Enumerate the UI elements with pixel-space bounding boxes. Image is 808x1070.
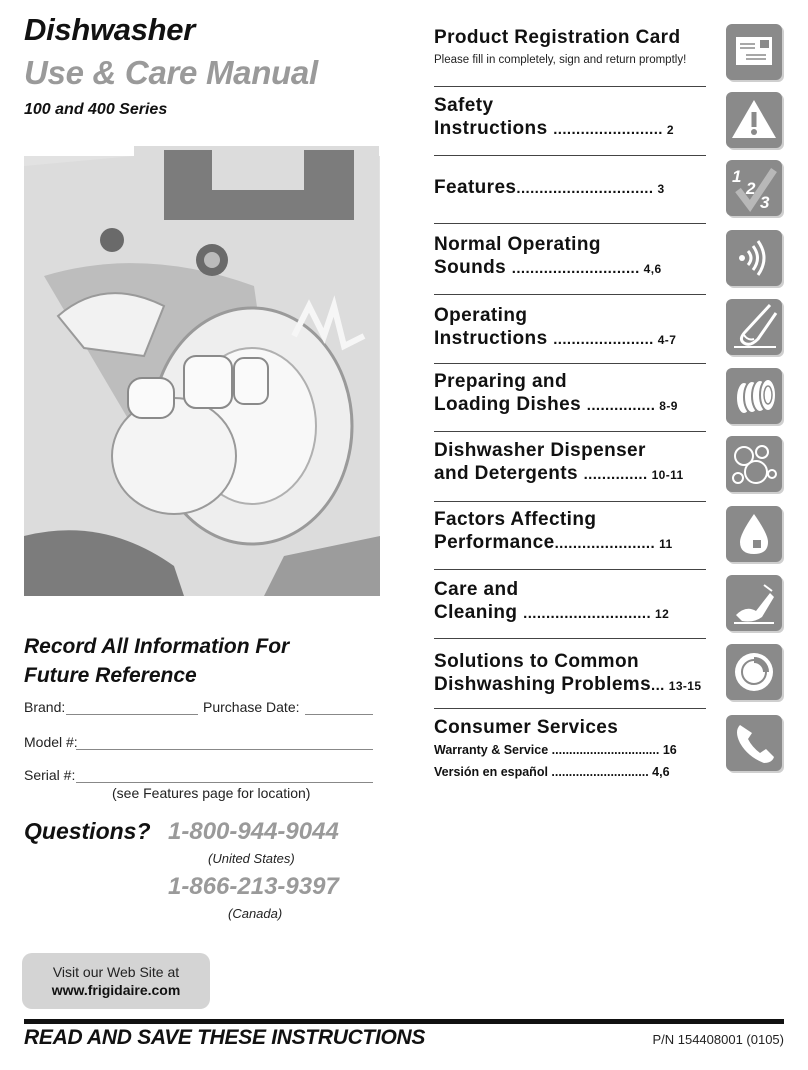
numbers-123-icon xyxy=(726,160,782,216)
toc-divider xyxy=(434,294,706,295)
registration-note: Please fill in completely, sign and return promptly! xyxy=(434,54,687,66)
bubbles-icon xyxy=(726,436,782,492)
toc-dots: ... xyxy=(651,677,665,694)
telephone-icon xyxy=(726,715,782,771)
toc-line2: Instructions xyxy=(434,328,548,349)
toc-divider xyxy=(434,431,706,432)
toc-page: 8-9 xyxy=(659,399,678,413)
water-drop-icon xyxy=(726,506,782,562)
website-box xyxy=(22,953,210,1009)
toc-line1: Factors Affecting xyxy=(434,509,597,530)
toc-line1: Solutions to Common xyxy=(434,651,639,672)
serial-field[interactable] xyxy=(76,782,373,783)
toc-line1: Safety xyxy=(434,95,494,116)
brand-label: Brand: xyxy=(24,699,66,715)
toc-line1: Operating xyxy=(434,305,528,326)
toc-line1: Normal Operating xyxy=(434,234,601,255)
stacked-plates-icon xyxy=(726,368,782,424)
purchase-date-label: Purchase Date: xyxy=(203,699,300,715)
phone-canada[interactable]: 1-866-213-9397 xyxy=(168,873,339,900)
toc-line2: Features xyxy=(434,177,517,198)
plate-icon xyxy=(726,644,782,700)
questions-label: Questions? xyxy=(24,818,151,844)
toc-dots: ........................ xyxy=(553,121,663,138)
toc-page: 4,6 xyxy=(643,262,662,276)
toc-line1: Preparing and xyxy=(434,371,567,392)
consumer-services-title: Consumer Services xyxy=(434,717,619,738)
warning-icon xyxy=(726,92,782,148)
toc-line2: Instructions xyxy=(434,118,548,139)
toc-dots: ............................ xyxy=(523,605,652,622)
toc-page: 10-11 xyxy=(651,468,684,482)
serial-label: Serial #: xyxy=(24,767,76,783)
toc-dots: ...................... xyxy=(554,535,656,552)
svg-text:1: 1 xyxy=(732,167,742,186)
model-label: Model #: xyxy=(24,734,78,750)
registration-title: Product Registration Card xyxy=(434,27,681,48)
sound-waves-icon xyxy=(726,230,782,286)
toc-line2: and Detergents xyxy=(434,463,578,484)
toc-dots: .............................. xyxy=(516,180,654,197)
model-field[interactable] xyxy=(76,749,373,750)
toc-line2: Dishwashing Problems xyxy=(434,674,652,695)
toc-divider xyxy=(434,638,706,639)
toc-line2: Cleaning xyxy=(434,602,518,623)
toc-line1: Care and xyxy=(434,579,519,600)
toc-divider xyxy=(434,363,706,364)
toc-page: 3 xyxy=(657,182,665,196)
toc-page: 2 xyxy=(666,123,674,137)
record-info-heading xyxy=(24,632,289,690)
toc-dots: ............... xyxy=(586,397,656,414)
website-intro: Visit our Web Site at xyxy=(52,964,180,980)
toc-sub-item-warranty[interactable]: Warranty & Service ............................... 16 xyxy=(434,743,677,757)
record-heading-line2: Future Reference xyxy=(24,664,197,687)
toc-divider xyxy=(434,86,706,87)
toc-divider xyxy=(434,223,706,224)
region-us: (United States) xyxy=(208,851,295,866)
toc-divider xyxy=(434,569,706,570)
toc-page: 12 xyxy=(655,607,670,621)
footer-rule xyxy=(24,1019,784,1024)
read-save-instructions: READ AND SAVE THESE INSTRUCTIONS xyxy=(24,1026,426,1049)
dishwasher-illustration xyxy=(24,136,380,596)
toc-page: 4-7 xyxy=(657,333,677,347)
toc-divider xyxy=(434,501,706,502)
toc-line1: Dishwasher Dispenser xyxy=(434,440,646,461)
phone-us[interactable]: 1-800-944-9044 xyxy=(168,818,339,845)
manual-title: Dishwasher xyxy=(24,12,196,47)
envelope-icon xyxy=(726,24,782,80)
cleaning-hand-icon xyxy=(726,575,782,631)
record-heading-line1: Record All Information For xyxy=(24,635,290,658)
brand-field[interactable] xyxy=(66,714,198,715)
manual-subtitle: Use & Care Manual xyxy=(24,54,318,91)
toc-dots: .............. xyxy=(583,466,648,483)
series-label: 100 and 400 Series xyxy=(24,101,168,118)
toc-divider xyxy=(434,708,706,709)
toc-line2: Performance xyxy=(434,532,555,553)
toc-line2: Loading Dishes xyxy=(434,394,582,415)
serial-location-note: (see Features page for location) xyxy=(112,785,311,801)
part-number: P/N 154408001 (0105) xyxy=(652,1032,784,1047)
svg-text:2: 2 xyxy=(746,179,756,198)
dishwasher-drawing xyxy=(24,146,380,596)
region-canada: (Canada) xyxy=(228,906,283,921)
toc-page: 13-15 xyxy=(668,679,702,693)
toc-dots: ............................ xyxy=(511,260,640,277)
toc-line2: Sounds xyxy=(434,257,507,278)
svg-text:3: 3 xyxy=(760,193,770,212)
finger-press-icon xyxy=(726,299,782,355)
toc-sub-item-spanish[interactable]: Versión en español ............................ 4,6 xyxy=(434,765,670,779)
toc-page: 11 xyxy=(659,537,673,551)
toc-dots: ...................... xyxy=(553,331,654,348)
purchase-date-field[interactable] xyxy=(305,714,373,715)
website-link[interactable]: www.frigidaire.com xyxy=(51,982,181,998)
toc-divider xyxy=(434,155,706,156)
